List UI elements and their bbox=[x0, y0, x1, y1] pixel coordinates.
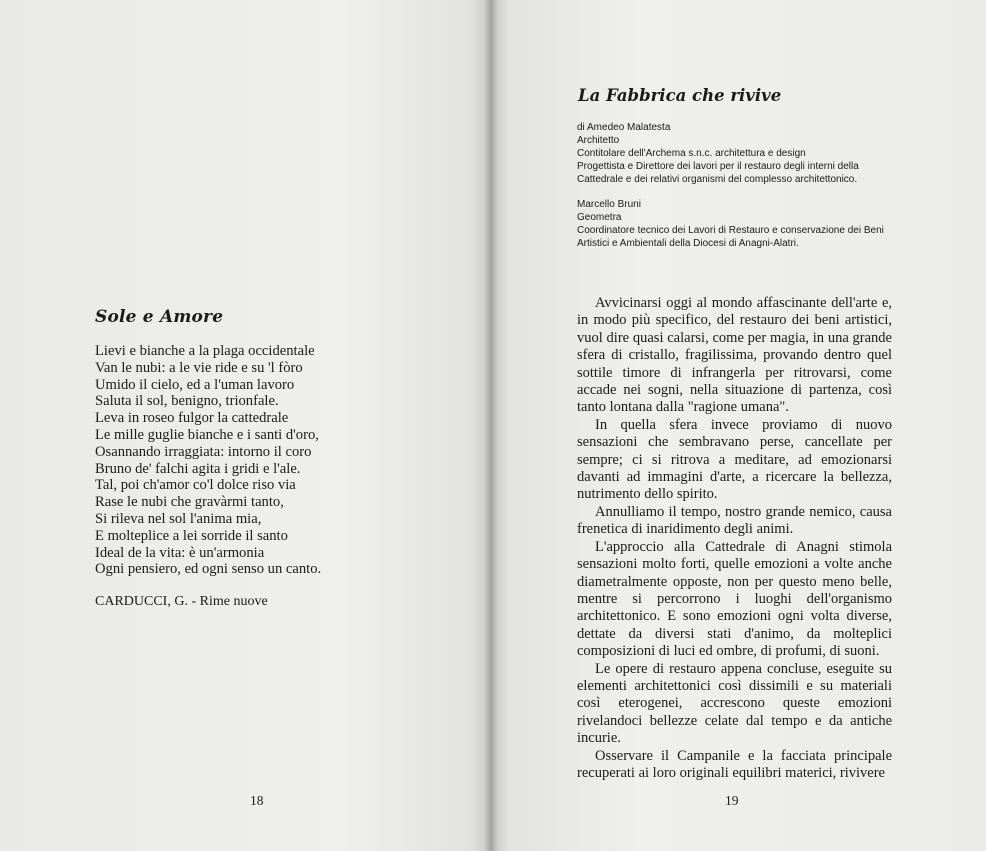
essay-paragraph: In quella sfera invece proviamo di nuovo sensazioni che sembravano perse, cancellate per sempre; ci si ritrova a meditare, ad emozionarsi davanti ad immagini d'arte, a ricercare la bellezza, nutrimento dello spirito. bbox=[577, 416, 892, 503]
essay-paragraph: Osservare il Campanile e la facciata principale recuperati ai loro originali equilibri materici, rivivere bbox=[577, 747, 892, 781]
poem-line: Si rileva nel sol l'anima mia, bbox=[95, 510, 262, 527]
poem-line: Bruno de' falchi agita i gridi e l'ale. bbox=[95, 460, 301, 477]
credit-block bbox=[577, 198, 907, 250]
poem-line: Ogni pensiero, ed ogni senso un canto. bbox=[95, 561, 322, 578]
essay-paragraph: Avvicinarsi oggi al mondo affascinante dell'arte e, in modo più specifico, del restauro dei beni artistici, vuol dire quasi calarsi, come per magia, in una grande sfera di cristallo, fragilissima, provando dentro quel sottile timore di infrangerla per ritrovarsi, come accade nei sogni, nella situazione di partenza, così tanto lontana dalla "ragione umana". bbox=[577, 295, 892, 416]
credit-line: Coordinatore tecnico dei Lavori di Restauro e conservazione dei Beni bbox=[577, 225, 884, 236]
essay-paragraph: Annulliamo il tempo, nostro grande nemico, causa frenetica di inaridimento degli animi. bbox=[577, 503, 892, 538]
poem-line: Lievi e bianche a la plaga occidentale bbox=[95, 343, 315, 359]
credit-line: Contitolare dell'Archema s.n.c. architettura e design bbox=[577, 148, 806, 159]
credit-line: Artistici e Ambientali della Diocesi di Anagni-Alatri. bbox=[577, 238, 799, 249]
poem-title: Sole e Amore bbox=[95, 307, 224, 327]
poem-attribution: CARDUCCI, G. - Rime nuove bbox=[95, 594, 268, 609]
essay-paragraph: L'approccio alla Cattedrale di Anagni stimola sensazioni molto forti, quelle emozioni a volte anche diametralmente opposte, non per questo meno belle, mentre si percorrono i luoghi dell'organismo architettonico. E sono emozioni ogni volta diverse, dettate da diversi stati d'animo, da molteplici composizioni di luci ed ombre, di profumi, di suoni. bbox=[577, 538, 892, 660]
right-page bbox=[490, 0, 986, 851]
left-page bbox=[0, 0, 490, 851]
credit-block bbox=[577, 121, 907, 186]
credit-line: di Amedeo Malatesta bbox=[577, 122, 671, 133]
poem-line: Leva in roseo fulgor la cattedrale bbox=[95, 410, 289, 427]
poem-line: Saluta il sol, benigno, trionfale. bbox=[95, 393, 279, 410]
page-number-left: 18 bbox=[250, 793, 264, 808]
poem-line: Van le nubi: a le vie ride e su 'l fòro bbox=[95, 359, 303, 376]
author-credits bbox=[577, 121, 907, 262]
essay-body bbox=[577, 295, 892, 782]
essay-paragraph: Le opere di restauro appena concluse, eseguite su elementi architettonici così dissimili e su materiali così eterogenei, accrescono queste emozioni rivelandoci bellezze celate dal tempo e da antiche incurie. bbox=[577, 660, 892, 747]
page-number-right: 19 bbox=[725, 793, 739, 808]
credit-line: Geometra bbox=[577, 212, 622, 223]
credit-line: Progettista e Direttore dei lavori per il restauro degli interni della bbox=[577, 161, 859, 172]
poem-line: E molteplice a lei sorride il santo bbox=[95, 527, 288, 544]
poem-line: Umido il cielo, ed a l'uman lavoro bbox=[95, 376, 295, 393]
credit-line: Cattedrale e dei relativi organismi del complesso architettonico. bbox=[577, 174, 858, 185]
poem-line: Le mille guglie bianche e i santi d'oro, bbox=[95, 426, 319, 443]
poem-line: Ideal de la vita: è un'armonia bbox=[95, 544, 265, 561]
poem-line: Rase le nubi che gravàrmi tanto, bbox=[95, 494, 284, 511]
book-gutter bbox=[484, 0, 498, 851]
credit-line: Marcello Bruni bbox=[577, 199, 641, 210]
poem-line: Tal, poi ch'amor co'l dolce riso via bbox=[95, 477, 296, 494]
essay-title: La Fabbrica che rivive bbox=[578, 86, 782, 105]
poem-text bbox=[95, 343, 395, 578]
poem-line: Osannando irraggiata: intorno il coro bbox=[95, 443, 312, 460]
credit-line: Architetto bbox=[577, 135, 620, 146]
